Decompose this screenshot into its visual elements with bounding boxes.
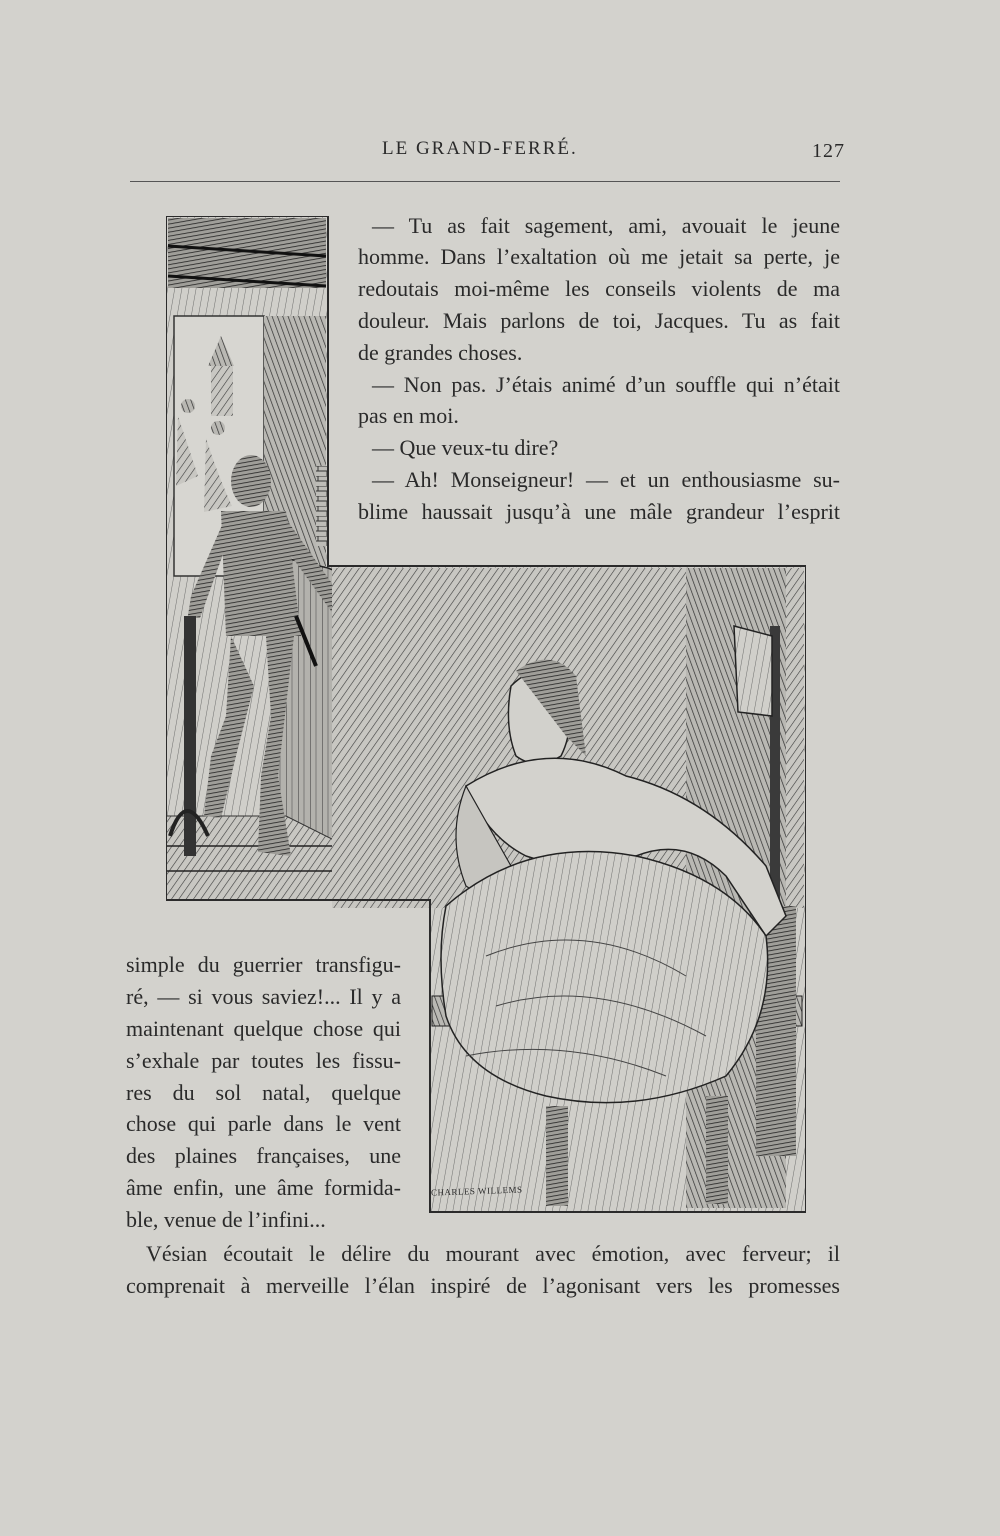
text-line: blime haussait jusqu’à une mâle grandeur l’esprit — [358, 499, 840, 524]
header-rule — [130, 181, 840, 182]
text-line: âme enfin, une âme formida- — [126, 1175, 401, 1200]
running-head — [0, 138, 1000, 164]
text-line: douleur. Mais parlons de toi, Jacques. Tu as fait — [358, 308, 840, 333]
engraving-illustration — [166, 216, 806, 1216]
text-line: — Tu as fait sagement, ami, avouait le jeune — [372, 213, 840, 238]
text-line: — Non pas. J’étais animé d’un souffle qui n’était — [372, 372, 840, 397]
text-line: pas en moi. — [358, 403, 459, 428]
text-line: — Que veux-tu dire? — [372, 435, 559, 460]
text-line: chose qui parle dans le vent — [126, 1111, 401, 1136]
text-line: redoutais moi-même les conseils violents de ma — [358, 276, 840, 301]
text-line: ré, — si vous saviez!... Il y a — [126, 984, 401, 1009]
text-line: maintenant quelque chose qui — [126, 1016, 401, 1041]
text-line: Vésian écoutait le délire du mourant avec émotion, avec ferveur; il — [146, 1241, 840, 1266]
engraving-drawing — [166, 216, 806, 1216]
page-number: 127 — [812, 140, 845, 162]
text-line: s’exhale par toutes les fissu- — [126, 1048, 401, 1073]
text-line: comprenait à merveille l’élan inspiré de l’agonisant vers les promesses — [126, 1273, 840, 1298]
artist-signature: CHARLES WILLEMS — [430, 1184, 523, 1198]
running-title: LE GRAND-FERRÉ. — [382, 138, 578, 159]
text-line: res du sol natal, quelque — [126, 1080, 401, 1105]
text-line: de grandes choses. — [358, 340, 523, 365]
text-line: ble, venue de l’infini... — [126, 1207, 326, 1232]
text-line: homme. Dans l’exaltation où me jetait sa perte, je — [358, 244, 840, 269]
text-line: des plaines françaises, une — [126, 1143, 401, 1168]
text-line: — Ah! Monseigneur! — et un enthousiasme su- — [372, 467, 840, 492]
text-line: simple du guerrier transfigu- — [126, 952, 401, 977]
